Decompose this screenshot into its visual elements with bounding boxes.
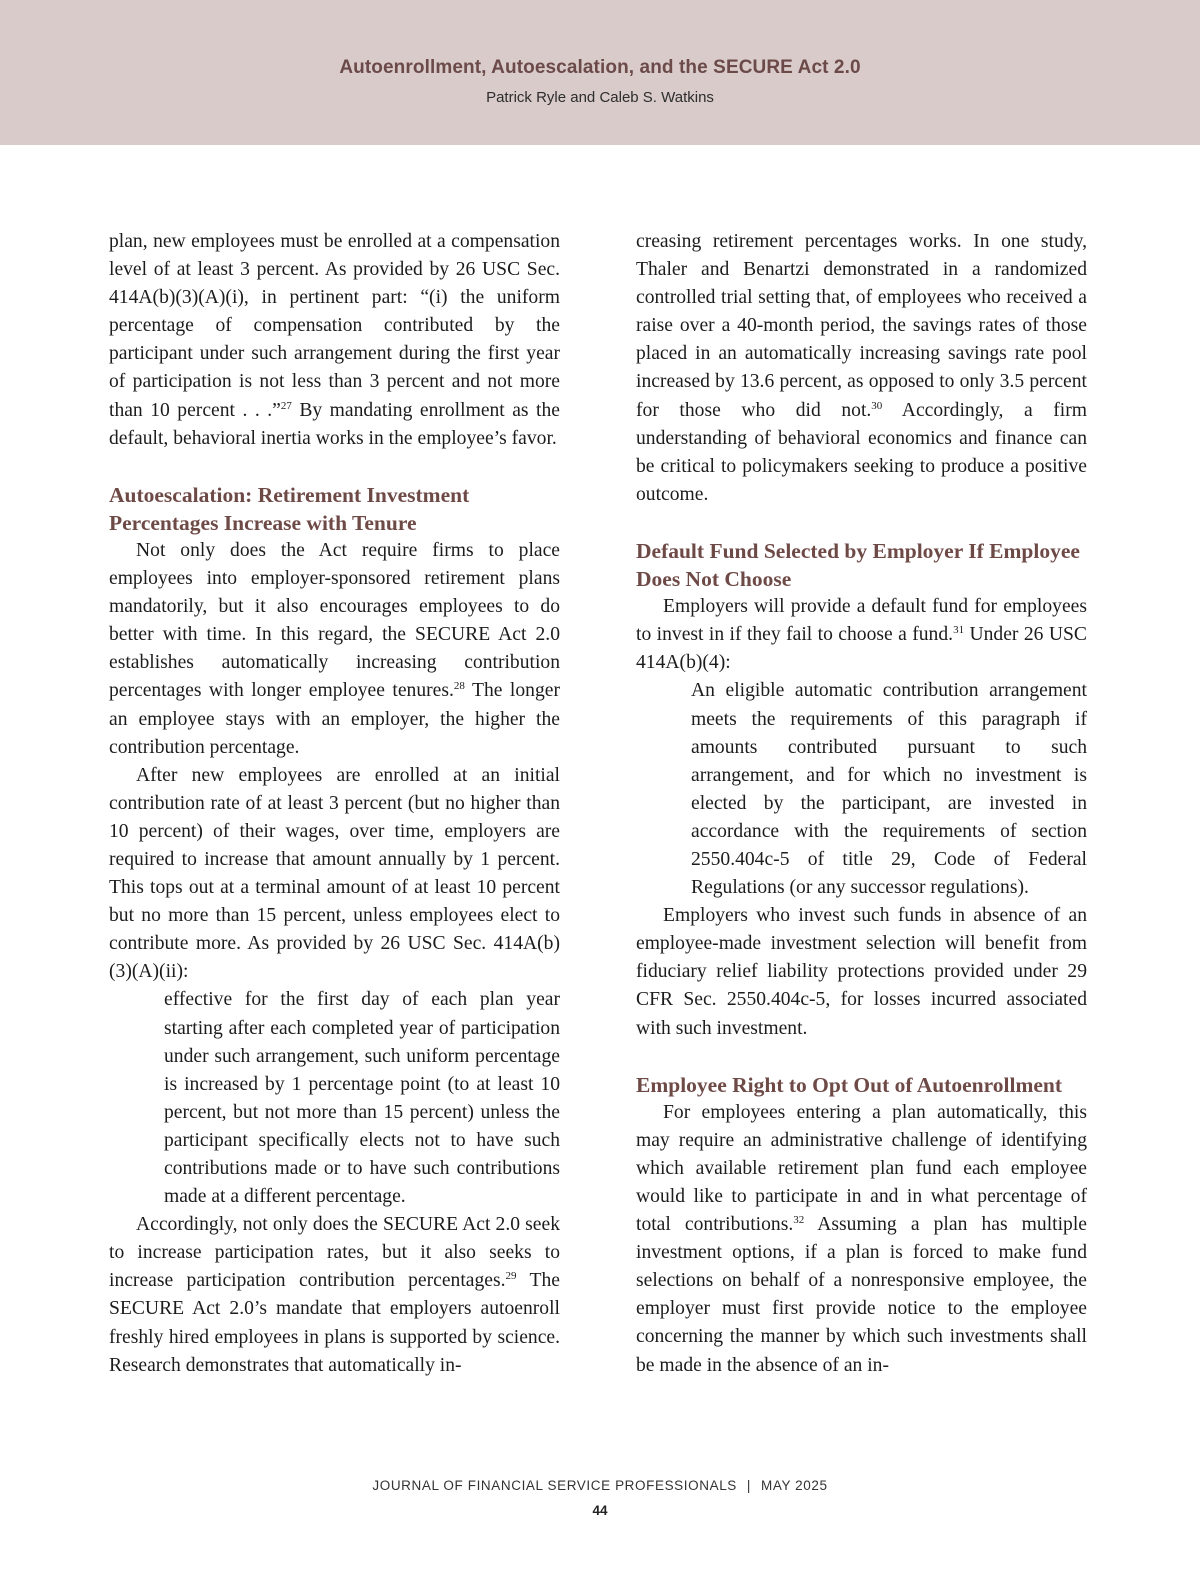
paragraph: creasing retirement percentages works. In one study, Thaler and Benartzi demonstrated in a randomized controlled trial setting that, of employees who received a raise over a 40-month period, the savings rates of those placed in an automatically increasing savings rate pool increased by 13.6 percent, as opposed to only 3.5 percent for those who did not.$^{30}$ Accordingly, a firm understanding of behavioral economics and finance can be critical to policymakers seeking to produce a positive outcome. <box>636 231 1087 505</box>
issue-date: MAY 2025 <box>761 1478 828 1493</box>
section-heading: Employee Right to Opt Out of Autoenrollment <box>636 1072 1063 1097</box>
paragraph: After new employees are enrolled at an initial contribution rate of at least 3 percent (but no higher than 10 percent) of their wages, over time, employers are required to increase that amount annually by 1 percent. This tops out at a terminal amount of at least 10 percent but no more than 15 percent, unless employees elect to contribute more. As provided by 26 USC Sec. 414A(b)(3)(A)(ii): <box>109 764 560 983</box>
page-number: 44 <box>592 1503 608 1518</box>
paragraph: Employers will provide a default fund for employees to invest in if they fail to choose a fund.$^{31}$ Under 26 USC 414A(b)(4): <box>636 596 1088 674</box>
right-column <box>636 228 1087 1380</box>
article-authors: Patrick Ryle and Caleb S. Watkins <box>486 89 714 106</box>
section-heading: Default Fund Selected by Employer If Employee Does Not Choose <box>636 538 1080 592</box>
footer-journal-line <box>0 1478 1200 1493</box>
paragraph: plan, new employees must be enrolled at a compensation level of at least 3 percent. As provided by 26 USC Sec. 414A(b)(3)(A)(i), in pertinent part: “(i) the uniform percentage of compensation contributed by the participant under such arrangement during the first year of participation is not less than 3 percent and not more than 10 percent . . .”$^{27}$ By mandating enrollment as the default, behavioral inertia works in the employee’s favor. <box>109 231 560 449</box>
footer-separator: | <box>746 1478 752 1493</box>
block-quote: An eligible automatic contribution arrangement meets the requirements of this paragraph if amounts contributed pursuant to such arrangement, and for which no investment is elected by the participant, are invested in accordance with the requirements of section 2550.404c-5 of title 29, Code of Federal Regulations (or any successor regulations). <box>691 680 1087 899</box>
paragraph: Accordingly, not only does the SECURE Act 2.0 seek to increase participation rates, but it also seeks to increase participation contribution percentages.$^{29}$ The SECURE Act 2.0’s mandate that employers autoenroll freshly hired employees in plans is supported by science. Research demonstrates that automatically in- <box>109 1214 560 1376</box>
footnote-ref[interactable]: 29 <box>505 1270 517 1283</box>
footnote-ref[interactable]: 31 <box>953 624 965 637</box>
footnote-ref[interactable]: 30 <box>871 399 883 412</box>
paragraph: Employers who invest such funds in absence of an employee-made investment selection will benefit from fiduciary relief liability protections provided under 29 CFR Sec. 2550.404c-5, for losses incurred associated with such investment. <box>636 905 1087 1039</box>
section-heading: Autoescalation: Retirement Investment Percentages Increase with Tenure <box>109 482 470 535</box>
paragraph: Not only does the Act require firms to place employees into employer-sponsored retirement plans mandatorily, but it also encourages employees to do better with time. In this regard, the SECURE Act 2.0 establishes automatically increasing contribution percentages with longer employee tenures.$^{28}$ The longer an employee stays with an employer, the higher the contribution percentage. <box>109 539 560 758</box>
block-quote: effective for the first day of each plan year starting after each completed year of participation under such arrangement, such uniform percentage is increased by 1 percentage point (to at least 10 percent, but not more than 15 percent) unless the participant specifically elects not to have such contributions made or to have such contributions made at a different percentage. <box>164 989 560 1208</box>
footnote-ref[interactable]: 27 <box>280 399 292 412</box>
paragraph: For employees entering a plan automatically, this may require an administrative challenge of identifying which available retirement plan fund each employee would like to participate in and in what percentage of total contributions.$^{32}$ Assuming a plan has multiple investment options, if a plan is forced to make fund selections on behalf of a nonresponsive employee, the employer must first provide notice to the employee concerning the manner by which such investments shall be made in the absence of an in- <box>636 1101 1087 1376</box>
footnote-ref[interactable]: 32 <box>793 1214 805 1227</box>
footnote-ref[interactable]: 28 <box>453 680 465 693</box>
article-title: Autoenrollment, Autoescalation, and the SECURE Act 2.0 <box>339 57 861 78</box>
left-column <box>109 228 560 1380</box>
journal-name: JOURNAL OF FINANCIAL SERVICE PROFESSIONALS <box>372 1478 737 1493</box>
